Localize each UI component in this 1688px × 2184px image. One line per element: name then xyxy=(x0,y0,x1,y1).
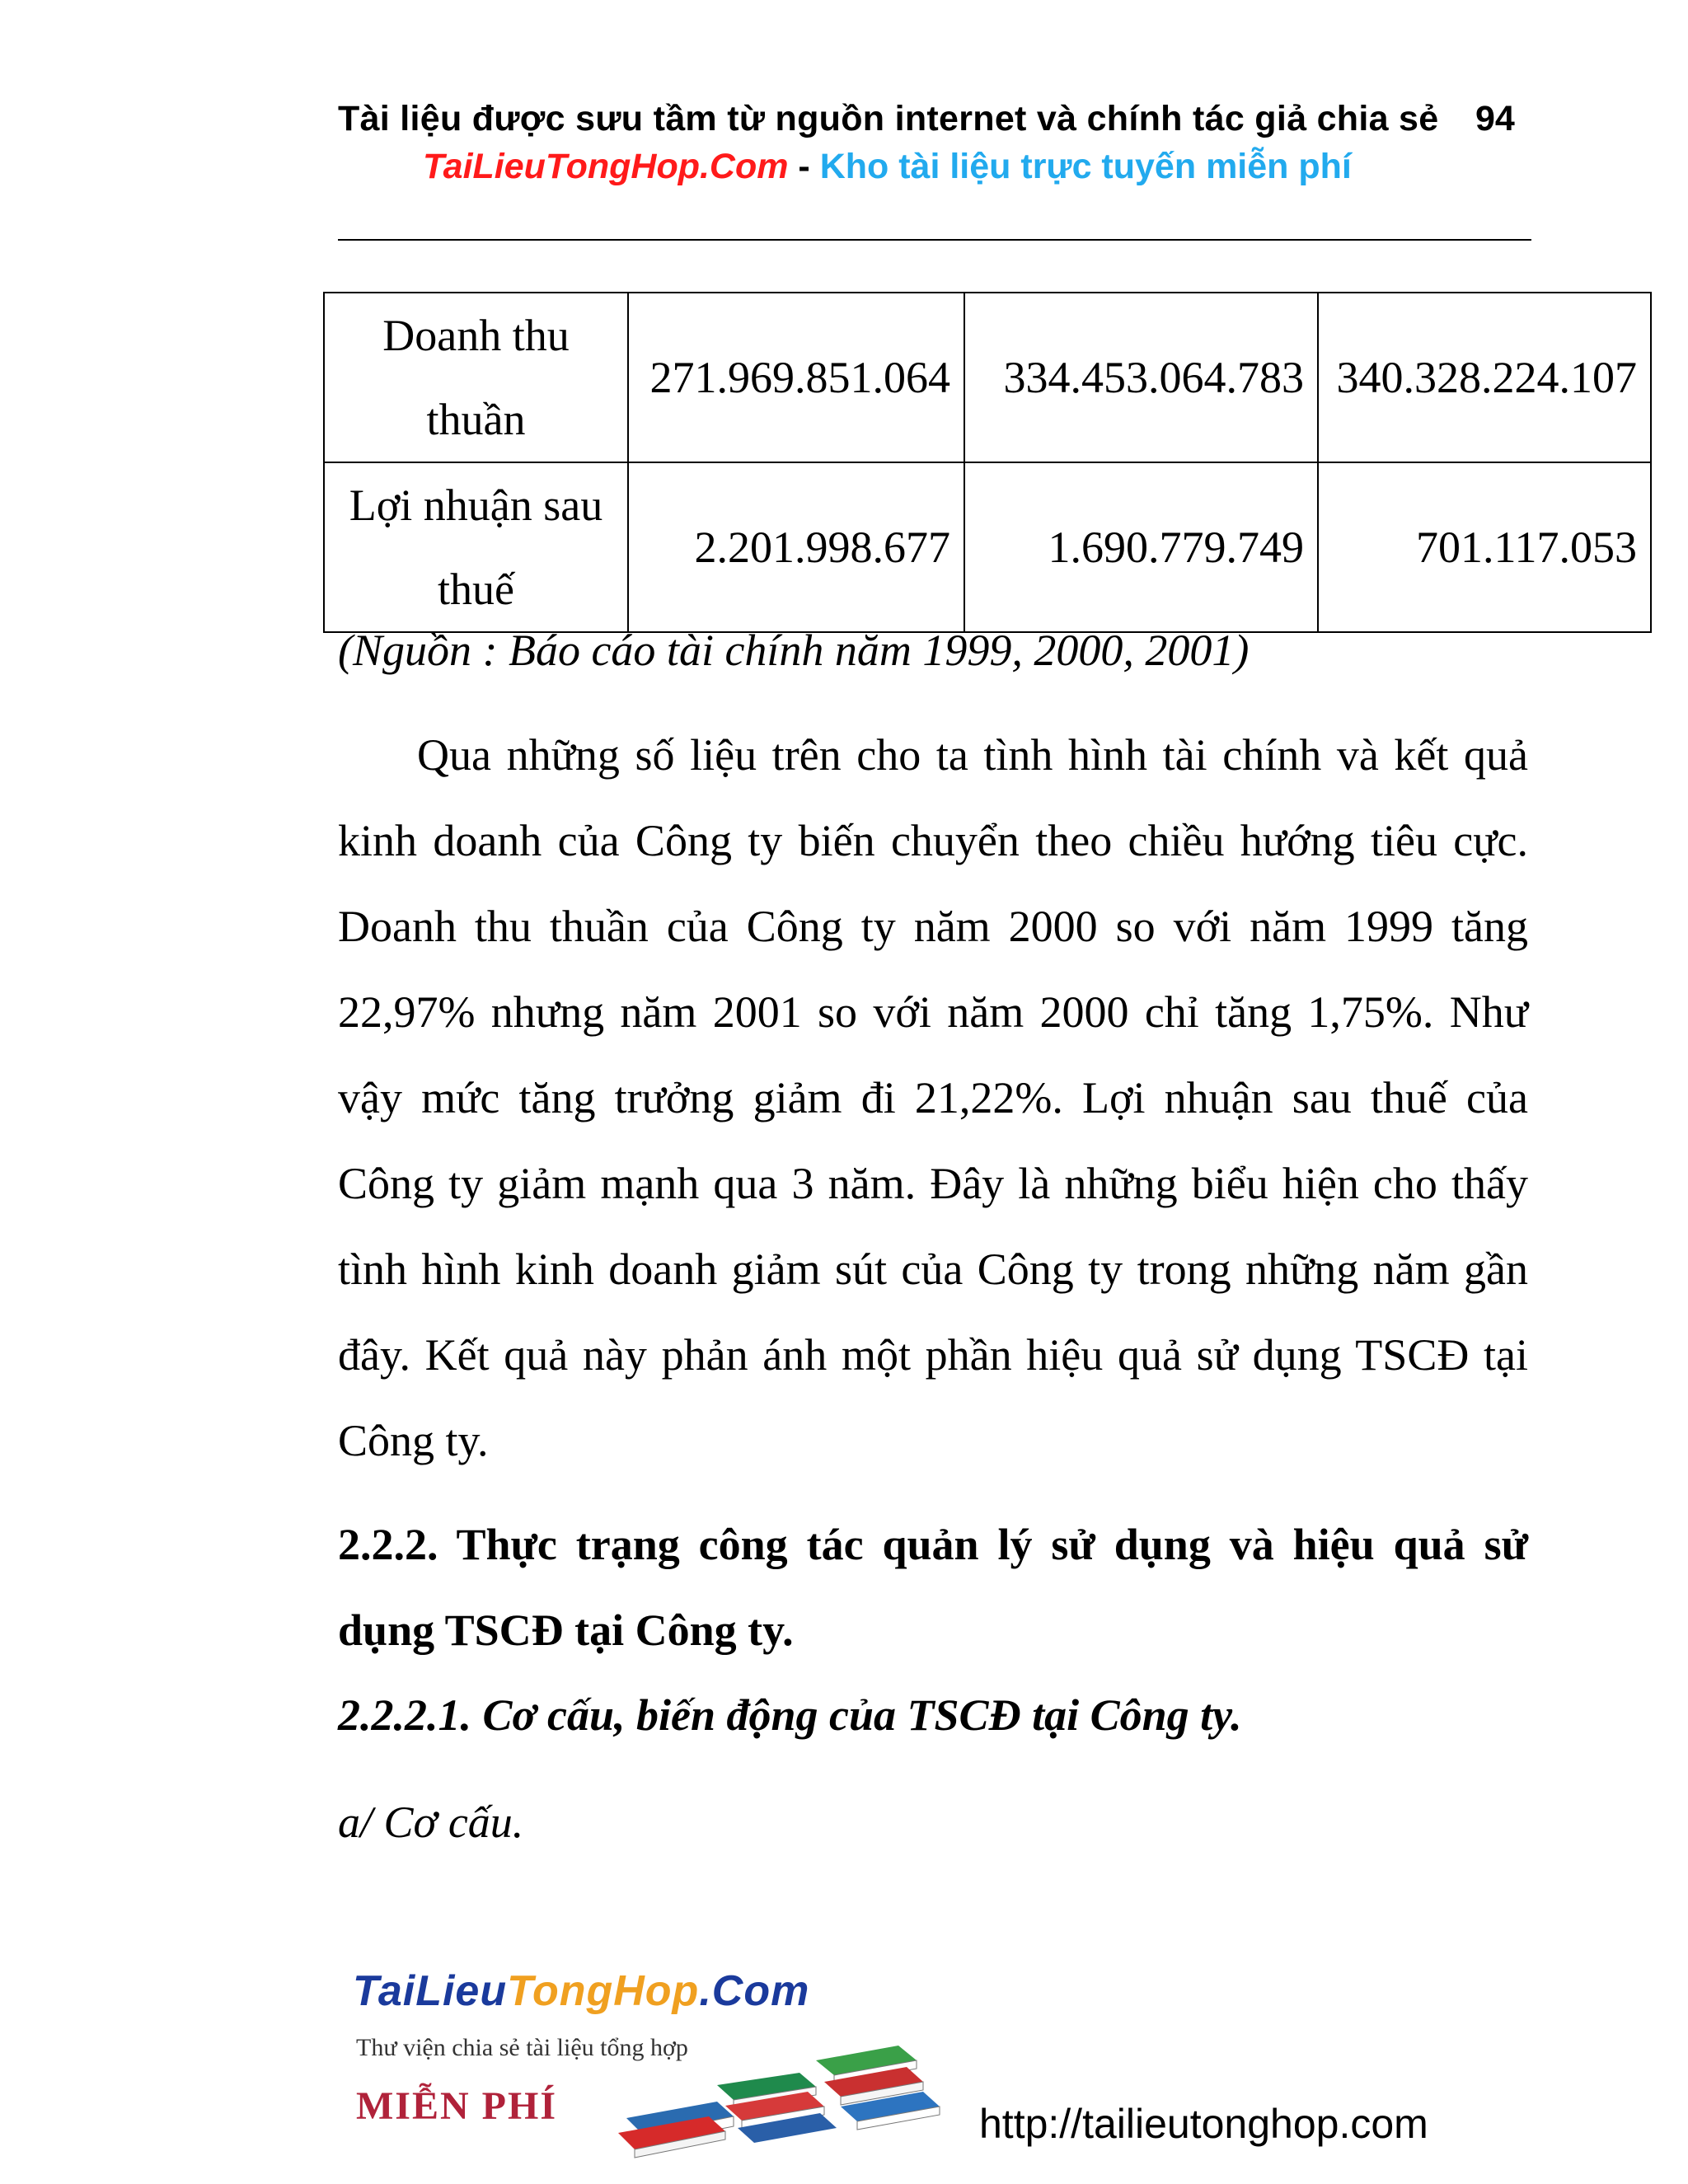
table-cell-value: 340.328.224.107 xyxy=(1318,293,1651,462)
header-divider xyxy=(338,239,1531,241)
subsection-heading: 2.2.2.1. Cơ cấu, biến động của TSCĐ tại Công ty. xyxy=(338,1690,1242,1740)
book-stack-middle xyxy=(717,2073,837,2143)
table-cell-value: 334.453.064.783 xyxy=(964,293,1318,462)
source-note: (Nguồn : Báo cáo tài chính năm 1999, 2000, 2001) xyxy=(338,626,1250,675)
table-row xyxy=(324,293,1651,462)
logo-free-label: MIỄN PHÍ xyxy=(356,2084,557,2128)
section-heading: 2.2.2. Thực trạng công tác quản lý sử dụng và hiệu quả sử dụng TSCĐ tại Công ty. xyxy=(338,1520,1528,1655)
logo-brand xyxy=(353,1966,809,2016)
stacked-books-icon xyxy=(593,2027,973,2168)
table-cell-value: 2.201.998.677 xyxy=(628,462,964,632)
table-row xyxy=(324,462,1651,632)
logo-tagline: Thư viện chia sẻ tài liệu tổng hợp xyxy=(356,2034,688,2061)
header-site-name: TaiLieuTongHop.Com xyxy=(423,147,789,186)
sub-item-heading: a/ Cơ cấu. xyxy=(338,1797,524,1847)
financial-table xyxy=(323,292,1652,633)
footer-logo xyxy=(346,1961,973,2168)
table-cell-value: 701.117.053 xyxy=(1318,462,1651,632)
footer-url: http://tailieutonghop.com xyxy=(979,2101,1428,2147)
table-cell-value: 271.969.851.064 xyxy=(628,293,964,462)
page-number: 94 xyxy=(1475,99,1515,138)
table-cell-value: 1.690.779.749 xyxy=(964,462,1318,632)
book-stack-left xyxy=(618,2102,734,2158)
table-cell-label: Lợi nhuận sau thuế xyxy=(324,462,628,632)
book-stack-right xyxy=(816,2046,940,2130)
body-paragraph: Qua những số liệu trên cho ta tình hình tài chính và kết quả kinh doanh của Công ty biến chuyển theo chiều hướng tiêu cực. Doanh thu thuần của Công ty năm 2000 so với năm 1999 tăng 22,97% nhưng năm 2001 so với năm 2000 chỉ tăng 1,75%. Như vậy mức tăng trưởng giảm đi 21,22%. Lợi nhuận sau thuế của Công ty giảm mạnh qua 3 năm. Đây là những biểu hiện cho thấy tình hình kinh doanh giảm sút của Công ty trong những năm gần đây. Kết quả này phản ánh một phần hiệu quả sử dụng TSCĐ tại Công ty. xyxy=(338,730,1528,1465)
header-separator: - xyxy=(788,147,820,186)
logo-brand-part: TaiLieu xyxy=(353,1967,508,2015)
logo-brand-part: TongHop xyxy=(507,1967,700,2015)
table-cell-label: Doanh thu thuần xyxy=(324,293,628,462)
header-notice: Tài liệu được sưu tầm từ nguồn internet và chính tác giả chia sẻ xyxy=(338,99,1439,138)
header-tagline: Kho tài liệu trực tuyến miễn phí xyxy=(819,147,1352,186)
header-site-line xyxy=(423,147,1577,187)
logo-brand-part: .Com xyxy=(699,1967,810,2015)
